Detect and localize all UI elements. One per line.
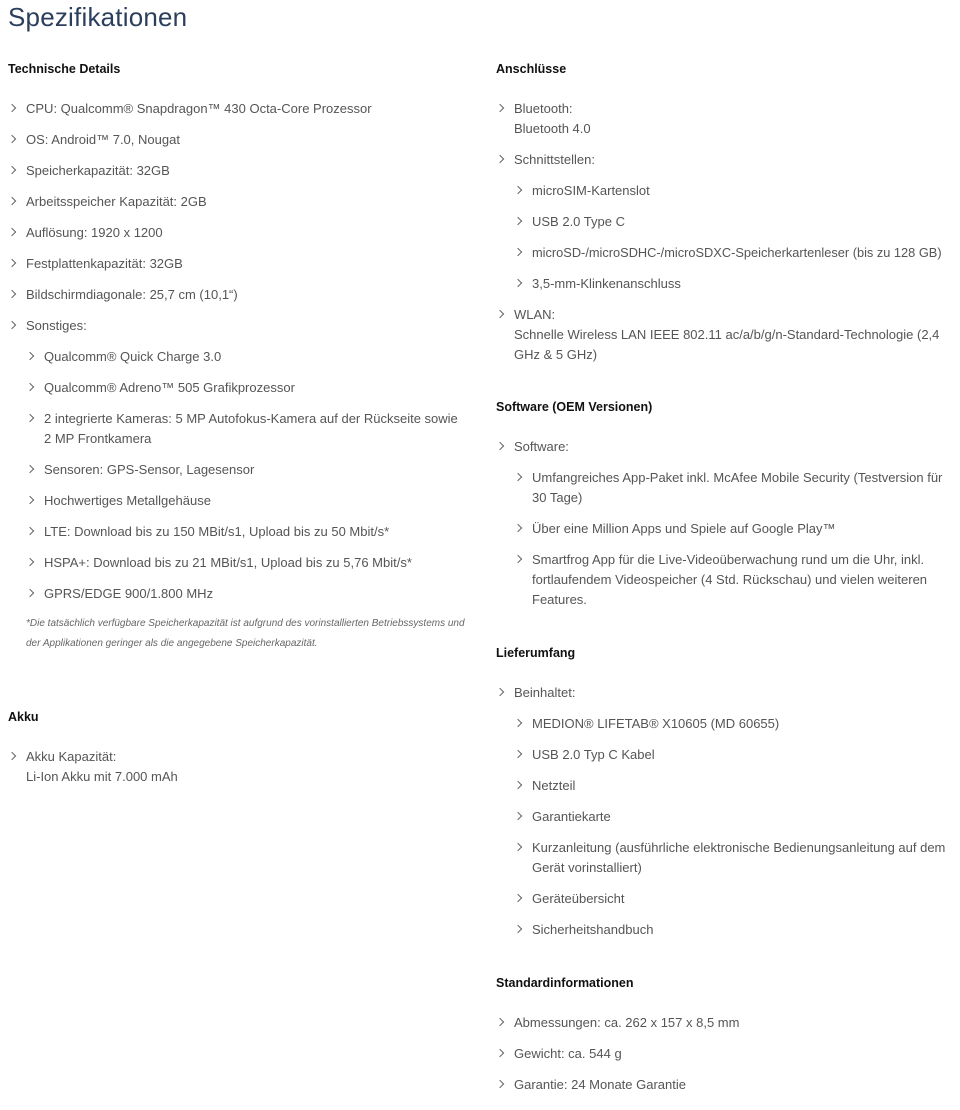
- section-title: Software (OEM Versionen): [496, 400, 653, 414]
- chevron-right-icon: [514, 714, 526, 734]
- sub-list-item: GPRS/EDGE 900/1.800 MHz: [8, 584, 468, 604]
- chevron-right-icon: [8, 254, 20, 274]
- chevron-right-icon: [8, 99, 20, 119]
- list-item: Akku Kapazität: Li-Ion Akku mit 7.000 mAh: [8, 747, 468, 787]
- chevron-right-icon: [496, 683, 508, 703]
- chevron-right-icon: [514, 550, 526, 570]
- chevron-right-icon: [8, 223, 20, 243]
- chevron-right-icon: [514, 243, 526, 263]
- sub-list-item: Sensoren: GPS-Sensor, Lagesensor: [8, 460, 468, 480]
- list-item: WLAN: Schnelle Wireless LAN IEEE 802.11 ac/a/b/g/n-Standard-Technologie (2,4 GHz & 5 GHz): [496, 305, 954, 365]
- sub-list-item: Über eine Million Apps und Spiele auf Google Play™: [496, 519, 954, 539]
- chevron-right-icon: [496, 1013, 508, 1033]
- list-item: Auflösung: 1920 x 1200: [8, 223, 468, 243]
- section-title: Technische Details: [8, 62, 121, 76]
- sub-list-item: Netzteil: [496, 776, 954, 796]
- chevron-right-icon: [496, 150, 508, 170]
- chevron-right-icon: [496, 1075, 508, 1095]
- section-title: Akku: [8, 710, 39, 724]
- chevron-right-icon: [26, 491, 38, 511]
- list-item: Bluetooth: Bluetooth 4.0: [496, 99, 954, 139]
- section-software: [496, 398, 954, 610]
- chevron-right-icon: [26, 409, 38, 429]
- sub-list-item: LTE: Download bis zu 150 MBit/s1, Upload bis zu 50 Mbit/s*: [8, 522, 468, 542]
- chevron-right-icon: [496, 1044, 508, 1064]
- chevron-right-icon: [8, 285, 20, 305]
- chevron-right-icon: [8, 747, 20, 767]
- chevron-right-icon: [514, 920, 526, 940]
- spec-list: [496, 1013, 954, 1095]
- storage-footnote: *Die tatsächlich verfügbare Speicherkapazität ist aufgrund des vorinstallierten Betriebssystems und der Applikationen geringer als die angegebene Speicherkapazität.: [26, 618, 465, 649]
- sub-list-item: 2 integrierte Kameras: 5 MP Autofokus-Kamera auf der Rückseite sowie 2 MP Frontkamera: [8, 409, 468, 449]
- section-lieferumfang: [496, 644, 954, 940]
- sub-list-item: Qualcomm® Adreno™ 505 Grafikprozessor: [8, 378, 468, 398]
- section-title: Lieferumfang: [496, 646, 576, 660]
- section-anschluesse: [496, 60, 954, 365]
- sub-list-item: Geräteübersicht: [496, 889, 954, 909]
- list-item: Speicherkapazität: 32GB: [8, 161, 468, 181]
- chevron-right-icon: [8, 316, 20, 336]
- list-item: OS: Android™ 7.0, Nougat: [8, 130, 468, 150]
- list-item: CPU: Qualcomm® Snapdragon™ 430 Octa-Core Prozessor: [8, 99, 468, 119]
- chevron-right-icon: [496, 305, 508, 325]
- chevron-right-icon: [8, 130, 20, 150]
- list-item: Schnittstellen:: [496, 150, 954, 170]
- chevron-right-icon: [514, 838, 526, 858]
- sub-list-item: Umfangreiches App-Paket inkl. McAfee Mobile Security (Testversion für 30 Tage): [496, 468, 954, 508]
- chevron-right-icon: [496, 99, 508, 119]
- sub-list-item: MEDION® LIFETAB® X10605 (MD 60655): [496, 714, 954, 734]
- spec-list: [496, 437, 954, 610]
- chevron-right-icon: [26, 553, 38, 573]
- list-item: Gewicht: ca. 544 g: [496, 1044, 954, 1064]
- chevron-right-icon: [514, 519, 526, 539]
- section-akku: [8, 708, 468, 787]
- sub-list-item: Sicherheitshandbuch: [496, 920, 954, 940]
- section-standardinformationen: [496, 974, 954, 1095]
- list-item-sonstiges: Sonstiges:: [8, 316, 468, 336]
- chevron-right-icon: [496, 437, 508, 457]
- chevron-right-icon: [514, 181, 526, 201]
- section-technische-details: [8, 60, 468, 654]
- sub-list-item: HSPA+: Download bis zu 21 MBit/s1, Upload bis zu 5,76 Mbit/s*: [8, 553, 468, 573]
- chevron-right-icon: [514, 274, 526, 294]
- chevron-right-icon: [26, 522, 38, 542]
- sub-list-item: USB 2.0 Type C: [496, 212, 954, 232]
- list-item: Festplattenkapazität: 32GB: [8, 254, 468, 274]
- section-title: Anschlüsse: [496, 62, 567, 76]
- chevron-right-icon: [514, 776, 526, 796]
- spec-list: [496, 683, 954, 940]
- chevron-right-icon: [514, 807, 526, 827]
- chevron-right-icon: [26, 378, 38, 398]
- sub-list-item: Garantiekarte: [496, 807, 954, 827]
- sub-list-item: Hochwertiges Metallgehäuse: [8, 491, 468, 511]
- page-title: Spezifikationen: [8, 2, 188, 32]
- sub-list-item: microSIM-Kartenslot: [496, 181, 954, 201]
- chevron-right-icon: [514, 889, 526, 909]
- spec-list: [8, 747, 468, 787]
- section-title: Standardinformationen: [496, 976, 634, 990]
- spec-list: [8, 99, 468, 604]
- sub-list-item: microSD-/microSDHC-/microSDXC-Speicherkartenleser (bis zu 128 GB): [496, 243, 954, 263]
- list-item: Beinhaltet:: [496, 683, 954, 703]
- chevron-right-icon: [26, 584, 38, 604]
- spec-list: [496, 99, 954, 365]
- sub-list-item: 3,5-mm-Klinkenanschluss: [496, 274, 954, 294]
- chevron-right-icon: [26, 347, 38, 367]
- chevron-right-icon: [514, 468, 526, 488]
- chevron-right-icon: [514, 745, 526, 765]
- sub-list-item: USB 2.0 Typ C Kabel: [496, 745, 954, 765]
- list-item: Abmessungen: ca. 262 x 157 x 8,5 mm: [496, 1013, 954, 1033]
- list-item: Garantie: 24 Monate Garantie: [496, 1075, 954, 1095]
- chevron-right-icon: [26, 460, 38, 480]
- sub-list-item: Smartfrog App für die Live-Videoüberwachung rund um die Uhr, inkl. fortlaufendem Videospeicher (4 Std. Rückschau) und vielen weiteren Features.: [496, 550, 954, 610]
- chevron-right-icon: [8, 192, 20, 212]
- list-item: Bildschirmdiagonale: 25,7 cm (10,1“): [8, 285, 468, 305]
- sub-list-item: Kurzanleitung (ausführliche elektronische Bedienungsanleitung auf dem Gerät vorinstalliert): [496, 838, 954, 878]
- chevron-right-icon: [8, 161, 20, 181]
- chevron-right-icon: [514, 212, 526, 232]
- list-item: Software:: [496, 437, 954, 457]
- sub-list-item: Qualcomm® Quick Charge 3.0: [8, 347, 468, 367]
- list-item: Arbeitsspeicher Kapazität: 2GB: [8, 192, 468, 212]
